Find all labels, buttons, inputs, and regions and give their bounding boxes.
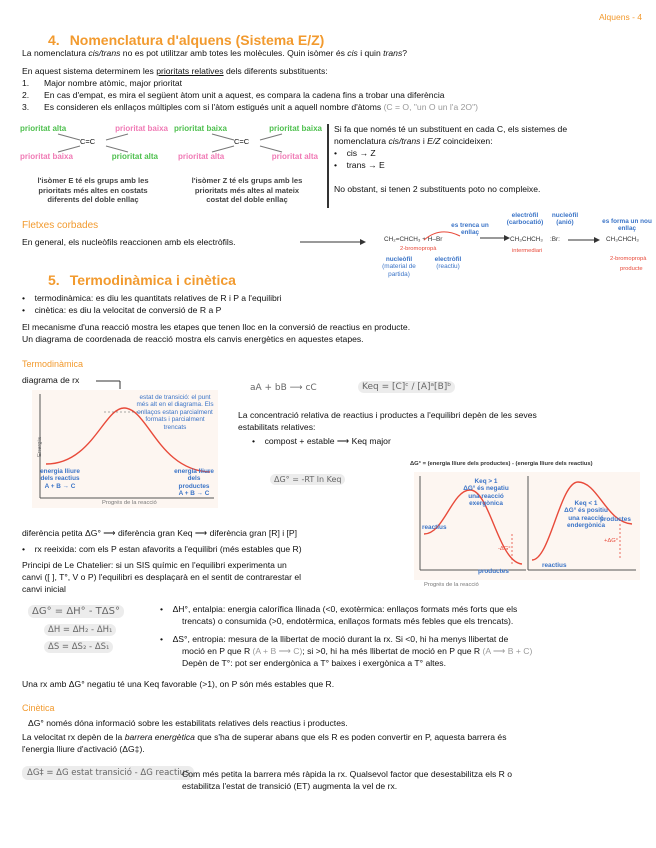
nucleofil-sub: (material de partida) [382, 263, 416, 278]
side-line-b [334, 136, 493, 148]
electrofil-sub: (reactiu) [436, 263, 460, 271]
product-formula: CH₃CHCH₃ [606, 236, 639, 243]
line-rx-text: rx reeixida: com els P estan afavorits a l'equilibri (més estables que R) [34, 544, 302, 554]
side-item-text: trans → E [346, 160, 385, 170]
side-line-c: No obstant, si tenen 2 substituents poto no compleixe. [334, 184, 541, 194]
nucleofil-label [374, 256, 424, 278]
left-reactius: reactius [422, 524, 447, 531]
product-energy-text: energia lliure dels productes [174, 468, 214, 490]
rule-note: (C = O, "un O un l'a 2O") [383, 102, 478, 112]
left-dg: -ΔG° [498, 546, 511, 552]
right-k: Keq < 1 [574, 500, 598, 507]
section5-number: 5. [48, 272, 60, 288]
label-top-right: prioritat baixa [269, 124, 322, 133]
rule-text: En cas d'empat, es mira el següent àtom unit a aquest, es compara la cadena fins a trobar una diferència [44, 90, 445, 100]
termo-title: Termodinàmica [22, 359, 84, 369]
gibbs-dh: ΔH = ΔH₂ - ΔH₁ [44, 624, 116, 636]
bullet-text: termodinàmica: es diu les quantitats relatives de R i P a l'equilibri [34, 293, 282, 303]
intermediate-label: intermediari [512, 248, 543, 254]
rule-number: 3. [22, 102, 30, 112]
coordinate-line: Un diagrama de coordenada de reacció mostra els canvis energètics en aquestes etapes. [22, 334, 364, 344]
lechat-1: Principi de Le Chatelier: si un SIS químic en l'equilibri experimenta un [22, 560, 287, 570]
section4-heading: Nomenclatura d'alquens (Sistema E/Z) [69, 32, 325, 48]
electrofil-label [428, 256, 468, 271]
side-item-1: • cis → Z [334, 148, 376, 158]
divider [327, 124, 329, 208]
reactant-energy-text: energia lliure dels reactius [40, 468, 80, 483]
system-u: prioritats relatives [156, 66, 224, 76]
rule-number: 2. [22, 90, 30, 100]
cinetica-line-2 [22, 732, 507, 744]
side-line-a: Si fa que només té un substituent en cada C, els sistemes de [334, 124, 568, 134]
caption-line: l'isòmer Z té els grups amb les [191, 176, 303, 185]
gibbs-ds: ΔS = ΔS₂ - ΔS₁ [44, 641, 113, 653]
rule-text: Es consideren els enllaços múltiples com si l'àtom estigués unit a aquell nombre d'àtoms [44, 102, 382, 112]
caption-e [18, 176, 168, 205]
cinetica-line-3: l'energia lliure d'activació (ΔG‡). [22, 744, 145, 754]
final-line-2: estabilitza l'estat de transició (ET) augmenta la vel de rx. [182, 781, 398, 791]
line-difference: diferència petita ΔG° ⟶ diferència gran Keq ⟶ diferència gran [R] i [P] [22, 528, 298, 538]
dh-line-1: • ΔH°, entalpia: energia calorífica llinada (<0, exotèrmica: enllaços formats més forts que els [160, 604, 518, 614]
side-item-text: cis → Z [346, 148, 376, 158]
product-energy [172, 468, 216, 498]
ds-2-note2: (A ⟶ B + C) [482, 646, 533, 656]
caption-line: prioritats més altes al mateix [194, 185, 300, 195]
diagram-z [172, 122, 322, 212]
intro-d: ? [402, 48, 408, 58]
label-bottom-left: prioritat baixa [20, 152, 73, 161]
ds-text-1: ΔS°, entropia: mesura de la llibertat de moció durant la rx. Si <0, hi ha menys llibertat de [172, 634, 509, 644]
side-b4: E/Z [427, 136, 441, 146]
dg-header: ΔG° = (energia lliure dels productes) - (energia lliure dels reactius) [410, 461, 593, 467]
left-k: Keq > 1 [474, 478, 498, 485]
ds-2: moció en P que R [182, 646, 251, 656]
ds-2-note: (A + B ⟶ C) [252, 646, 303, 656]
anion-label: nucleòfil (anió) [551, 212, 579, 227]
conc-line-a: La concentració relativa de reactius i productes a l'equilibri depèn de les seves [238, 410, 537, 420]
new-bond-label: es trenca un enllaç [451, 222, 489, 237]
bullet-cinetica: • cinètica: es diu la velocitat de conversió de R a P [22, 305, 222, 315]
label-bottom-right: prioritat alta [271, 152, 318, 161]
label-top-left: prioritat alta [20, 124, 67, 133]
small-label: 2-bromopropà [400, 246, 437, 252]
caption-line: costat del doble enllaç [206, 195, 288, 205]
caption-line: prioritats més altes en costats [38, 185, 148, 195]
label-bottom-right: prioritat alta [111, 152, 158, 161]
rule-text: Major nombre atòmic, major prioritat [44, 78, 183, 88]
label-bottom-left: prioritat alta [178, 152, 225, 161]
right-note: ΔG° és positiu [564, 507, 608, 515]
electrofil: electròfil [434, 256, 462, 263]
conclusion: Una rx amb ΔG° negatiu té una Keq favorable (>1), on P són més estables que R. [22, 679, 335, 689]
rule-number: 1. [22, 78, 30, 88]
final-line-1: Com més petita la barrera més ràpida la rx. Qualsevol factor que desestabilitza els R o [182, 769, 513, 779]
double-bond: C=C [234, 137, 250, 146]
c2-b: que s'ha de superar abans que els R es poden convertir en P, aquesta barrera és [194, 732, 507, 742]
reactant-energy-eq: A + B → C [44, 482, 76, 490]
gibbs-formula: ΔG° = ΔH° - TΔS° [28, 605, 124, 618]
right-productes: productes [600, 516, 631, 523]
conc-bullet-text: compost + estable ⟶ Keq major [264, 436, 391, 446]
diagram-e [18, 122, 168, 212]
intro-cis: cis [347, 48, 358, 58]
product-name: 2-bromopropà [610, 256, 647, 262]
product-energy-eq: A + B → C [178, 490, 210, 498]
system-b: dels diferents substituents: [223, 66, 328, 76]
caption-line: diferents del doble enllaç [47, 195, 139, 205]
lechat-2: canvi ([ ], T°, V o P) l'equilibri es desplaçarà en el sentit de contrarestar el [22, 572, 302, 582]
intro-a: La nomenclatura [22, 48, 89, 58]
ts-note: estat de transició: el punt més alt en el diagrama. Els enllaços estan parcialment formats i parcialment trencats [136, 394, 214, 431]
side-item-2: • trans → E [334, 160, 385, 170]
diagram-label: diagrama de rx [22, 375, 80, 385]
system-line [22, 66, 328, 78]
ds-2b: ; si >0, hi ha més llibertat de moció en P que R [302, 646, 481, 656]
section4-number: 4. [48, 32, 60, 48]
dh-line-2: trencats) o consumida (>0, endotèrmica, enllaços formats més febles que els trencats). [182, 616, 514, 626]
right-dg: +ΔG° [604, 538, 619, 544]
caption-z [172, 176, 322, 205]
line-rx: • rx reeixida: com els P estan afavorits a l'equilibri (més estables que R) [22, 544, 302, 554]
diagram-pointer [96, 376, 126, 390]
left-graph-note [458, 478, 514, 508]
carbocation-label: electròfil (carbocatió) [506, 212, 544, 227]
reactant: CH₂=CHCH₃ + H–Br [384, 236, 443, 243]
forms-bond-label: es forma un nou enllaç [602, 218, 652, 233]
product-label: producte [620, 266, 643, 272]
bullet-text: cinètica: es diu la velocitat de conversió de R a P [34, 305, 222, 315]
right-type: una reacció endergònica [567, 514, 605, 530]
dg-formula: ΔG° = -RT ln Keq [270, 474, 345, 485]
mechanism-line: El mecanisme d'una reacció mostra les etapes que tenen lloc en la conversió de reactius en producte. [22, 322, 411, 332]
ds-line-3: Depèn de T°: pot ser endergònica a T° baixes i exergònica a T° altes. [182, 658, 446, 668]
fletxes-text: En general, els nucleòfils reaccionen amb els electròfils. [22, 237, 236, 247]
side-b1: nomenclatura [334, 136, 389, 146]
cinetica-title: Cinètica [22, 703, 55, 713]
lechat-3: canvi inicial [22, 584, 66, 594]
side-b2: cis/trans [388, 136, 421, 146]
intro-c: i quin [357, 48, 384, 58]
dh-text-1: ΔH°, entalpia: energia calorífica llinada (<0, exotèrmica: enllaços formats més forts que els [172, 604, 518, 614]
bromide: :Br: [550, 236, 560, 243]
intro-line [22, 48, 407, 60]
section5-title [48, 272, 236, 288]
double-bond: C=C [80, 137, 96, 146]
rule-2 [22, 90, 445, 102]
side-b5: coincideixen: [440, 136, 493, 146]
activation-formula: ΔG‡ = ΔG estat transició - ΔG reactius [22, 766, 194, 780]
side-b3: i [420, 136, 428, 146]
reaction-diagram [32, 390, 218, 508]
intro-b: no es pot utilitzar amb totes les molècules. Quin isòmer és [120, 48, 348, 58]
dg-graphs [414, 472, 640, 580]
ds-line-1: • ΔS°, entropia: mesura de la llibertat de moció durant la rx. Si <0, hi ha menys llibertat de [160, 634, 509, 644]
reactant-energy [38, 468, 82, 490]
intro-cistrans: cis/trans [88, 48, 121, 58]
left-productes: productes [478, 568, 509, 575]
curved-arrow [420, 226, 510, 242]
left-type: una reacció exergònica [468, 492, 504, 508]
left-note: ΔG° és negatiu [463, 485, 509, 493]
c2-i: barrera energètica [124, 732, 195, 742]
dg-x-axis: Progrés de la reacció [424, 582, 479, 588]
equation: aA + bB ⟶ cC [250, 383, 317, 393]
mechanism [370, 212, 654, 278]
section5-heading: Termodinàmica i cinètica [69, 272, 236, 288]
ds-line-2 [182, 646, 532, 658]
conc-bullet: • compost + estable ⟶ Keq major [252, 436, 391, 446]
x-axis-label: Progrés de la reacció [102, 500, 157, 506]
page-label: Alquens - 4 [599, 12, 642, 22]
bullet-termo: • termodinàmica: es diu les quantitats relatives de R i P a l'equilibri [22, 293, 282, 303]
system-a: En aquest sistema determinem les [22, 66, 157, 76]
rule-3 [22, 102, 478, 114]
intro-trans: trans [383, 48, 403, 58]
conc-line-b: estabilitats relatives: [238, 422, 316, 432]
caption-line: l'isòmer E té els grups amb les [37, 176, 149, 185]
long-arrow [298, 238, 368, 246]
section4-title [48, 32, 324, 48]
y-axis-label: Energia [36, 437, 43, 457]
right-reactius: reactius [542, 562, 567, 569]
keq-formula: Keq = [C]ᶜ / [A]ᵃ[B]ᵇ [358, 381, 455, 393]
rule-1 [22, 78, 182, 90]
right-graph-note [558, 500, 614, 530]
label-top-right: prioritat baixa [115, 124, 168, 133]
arrow-2 [566, 232, 602, 248]
carbocation: CH₃CHCH₃ [510, 236, 543, 243]
fletxes-title: Fletxes corbades [22, 220, 99, 231]
nucleofil: nucleòfil [385, 256, 413, 263]
cinetica-line-1: ΔG° només dóna informació sobre les estabilitats relatives dels reactius i productes. [28, 718, 348, 728]
c2-a: La velocitat rx depèn de la [22, 732, 125, 742]
label-top-left: prioritat baixa [174, 124, 227, 133]
